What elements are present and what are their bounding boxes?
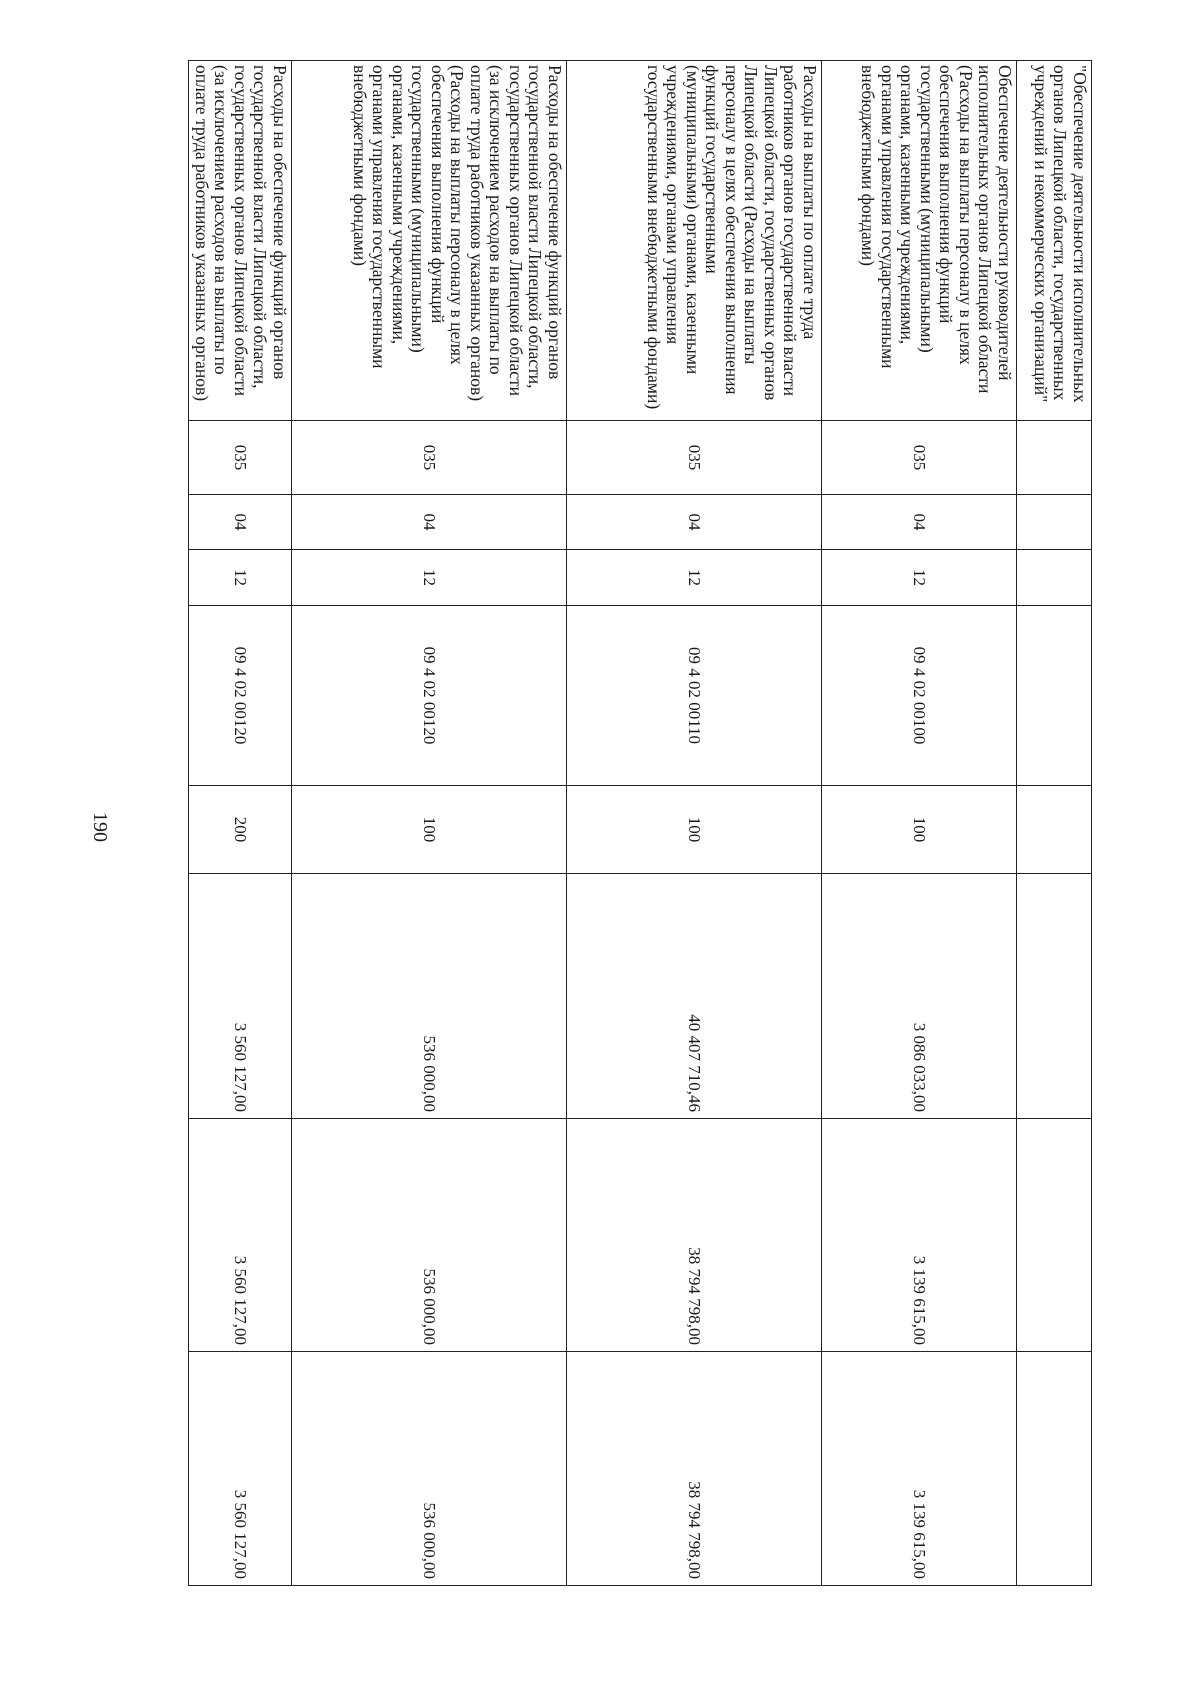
- row-description: Расходы на обеспечение функций органов государственной власти Липецкой области, государственных органов Липецкой области (за исключением расходов на выплаты по оплате труда работников указанных органов) (Расходы на выплаты персоналу в целях обеспечения выполнения функций государственными (муниципальными) органами, казенными учреждениями, органами управления государственными внебюджетными фондами): [292, 61, 567, 421]
- empty-cell: [1017, 421, 1092, 495]
- amount-cell: 536 000,00: [292, 1352, 567, 1586]
- subsection-code-cell: 12: [822, 550, 1017, 606]
- row-description: Расходы на выплаты по оплате труда работников органов государственной власти Липецкой области, государственных органов Липецкой области (Расходы на выплаты персоналу в целях обеспечения выполнения функций государственными (муниципальными) органами, казенными учреждениями, органами управления государственными внебюджетными фондами): [567, 61, 822, 421]
- section-code-cell: 04: [189, 495, 292, 550]
- budget-table-rotated: [192, 60, 1092, 1585]
- table-row: [567, 61, 822, 1586]
- amount-cell: 38 794 798,00: [567, 1119, 822, 1352]
- amount-cell: 3 139 615,00: [822, 1352, 1017, 1586]
- table-row: [189, 61, 292, 1586]
- program-title-cell: "Обеспечение деятельности исполнительных органов Липецкой области, государственных учреждений и некоммерческих организаций": [1017, 61, 1092, 421]
- expense-type-cell: 100: [567, 786, 822, 874]
- amount-cell: 3 560 127,00: [189, 1119, 292, 1352]
- target-article-cell: 09 4 02 00120: [189, 606, 292, 786]
- section-code-cell: 04: [292, 495, 567, 550]
- expense-type-cell: 100: [292, 786, 567, 874]
- subsection-code-cell: 12: [189, 550, 292, 606]
- table-row: [822, 61, 1017, 1586]
- empty-cell: [1017, 1352, 1092, 1586]
- ministry-code-cell: 035: [822, 421, 1017, 495]
- amount-cell: 3 560 127,00: [189, 1352, 292, 1586]
- row-description: Расходы на обеспечение функций органов государственной власти Липецкой области, государственных органов Липецкой области (за исключением расходов на выплаты по оплате труда работников указанных органов): [189, 61, 292, 421]
- subsection-code-cell: 12: [567, 550, 822, 606]
- target-article-cell: 09 4 02 00100: [822, 606, 1017, 786]
- target-article-cell: 09 4 02 00120: [292, 606, 567, 786]
- amount-cell: 536 000,00: [292, 1119, 567, 1352]
- amount-cell: 38 794 798,00: [567, 1352, 822, 1586]
- section-code-cell: 04: [822, 495, 1017, 550]
- empty-cell: [1017, 606, 1092, 786]
- ministry-code-cell: 035: [292, 421, 567, 495]
- section-code-cell: 04: [567, 495, 822, 550]
- expense-type-cell: 100: [822, 786, 1017, 874]
- ministry-code-cell: 035: [189, 421, 292, 495]
- budget-table: [189, 60, 1093, 1586]
- target-article-cell: 09 4 02 00110: [567, 606, 822, 786]
- ministry-code-cell: 035: [567, 421, 822, 495]
- empty-cell: [1017, 786, 1092, 874]
- amount-cell: 3 139 615,00: [822, 1119, 1017, 1352]
- empty-cell: [1017, 1119, 1092, 1352]
- table-row: [292, 61, 567, 1586]
- amount-cell: 40 407 710,46: [567, 874, 822, 1119]
- table-row: [1017, 61, 1092, 1586]
- empty-cell: [1017, 495, 1092, 550]
- empty-cell: [1017, 874, 1092, 1119]
- empty-cell: [1017, 550, 1092, 606]
- expense-type-cell: 200: [189, 786, 292, 874]
- amount-cell: 536 000,00: [292, 874, 567, 1119]
- page-number: 190: [89, 812, 111, 842]
- amount-cell: 3 086 033,00: [822, 874, 1017, 1119]
- amount-cell: 3 560 127,00: [189, 874, 292, 1119]
- subsection-code-cell: 12: [292, 550, 567, 606]
- row-description: Обеспечение деятельности руководителей исполнительных органов Липецкой области (Расходы на выплаты персоналу в целях обеспечения выполнения функций государственными (муниципальными) органами, казенными учреждениями, органами управления государственными внебюджетными фондами): [822, 61, 1017, 421]
